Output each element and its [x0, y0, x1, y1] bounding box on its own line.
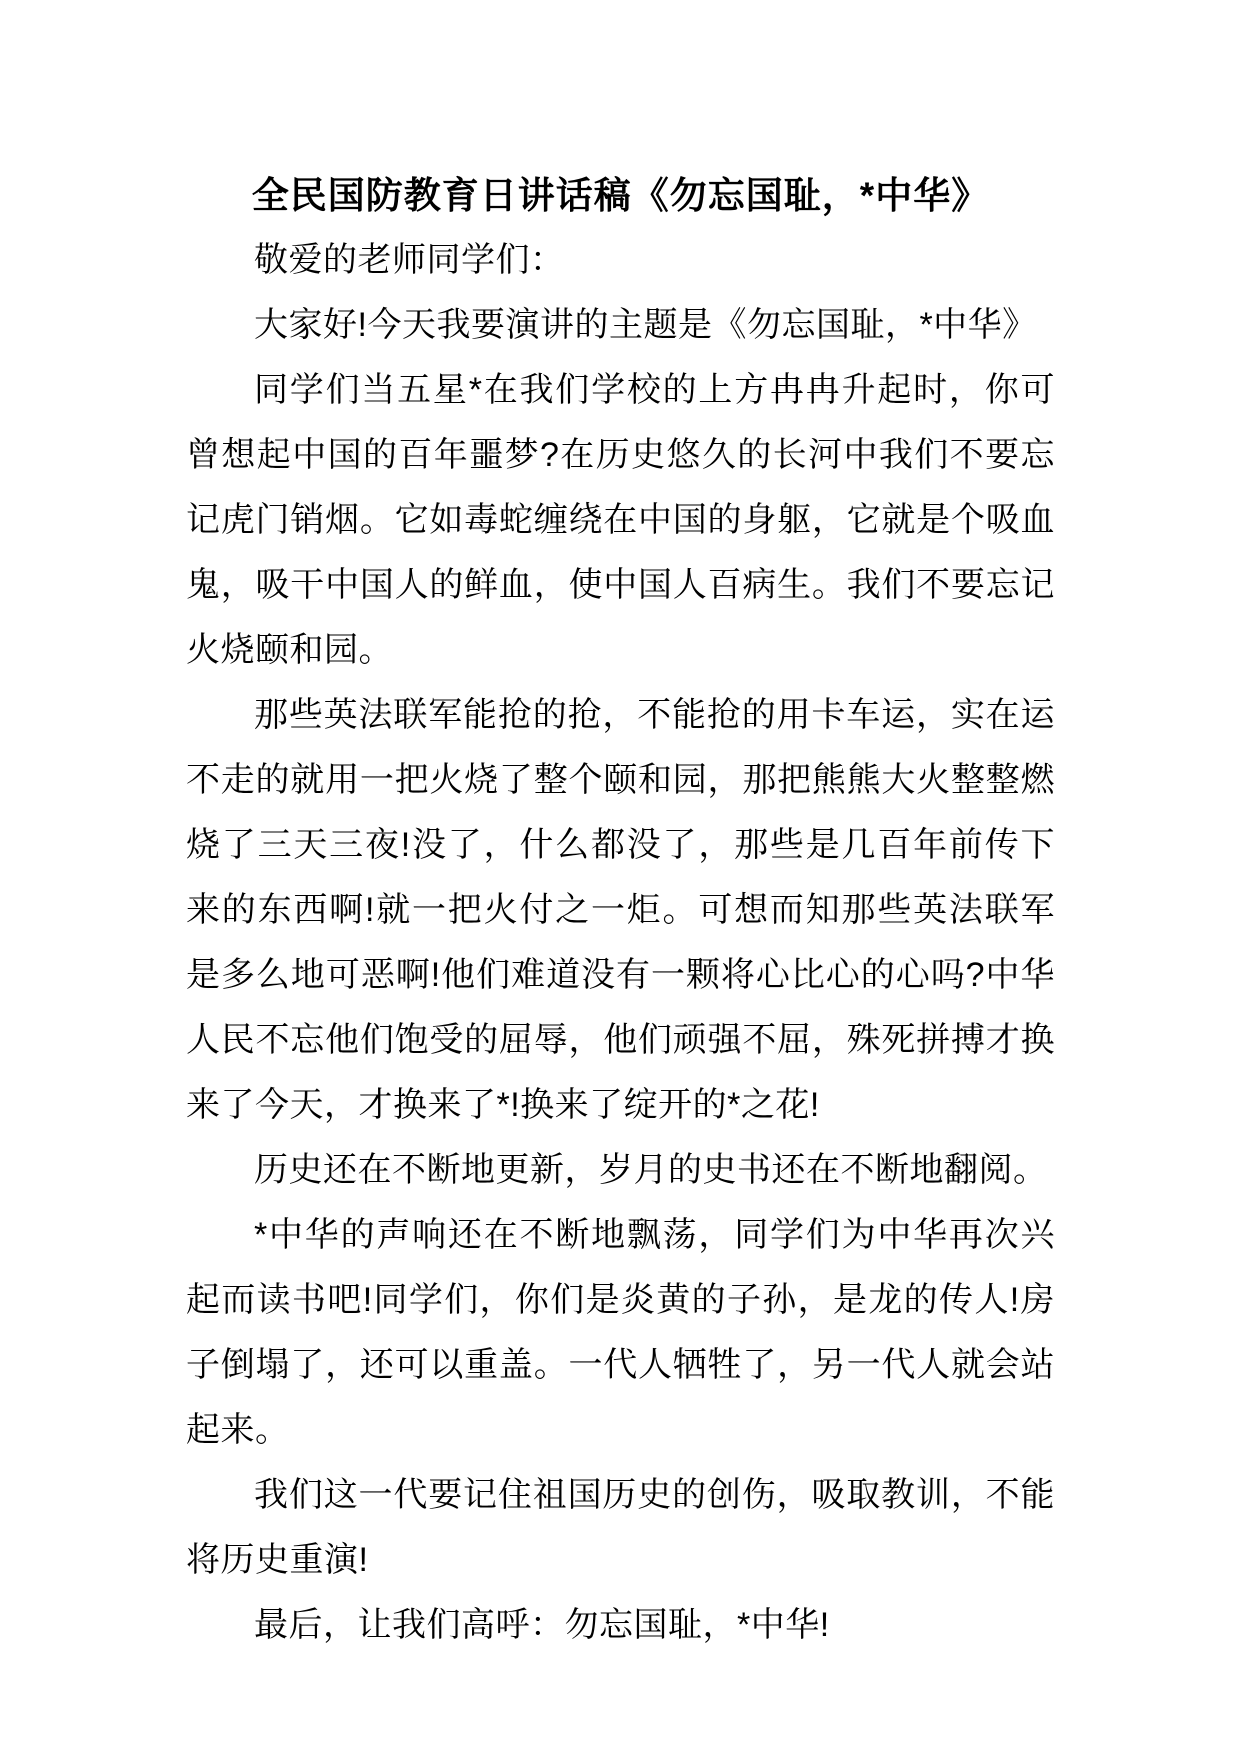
paragraph-body-4: *中华的声响还在不断地飘荡，同学们为中华再次兴起而读书吧!同学们，你们是炎黄的子孙，是龙的传人!房子倒塌了，还可以重盖。一代人牺牲了，另一代人就会站起来。: [186, 1216, 1055, 1449]
paragraph-body-5: 我们这一代要记住祖国历史的创伤，吸取教训，不能将历史重演!: [186, 1476, 1055, 1579]
paragraph-closing: 最后，让我们高呼：勿忘国耻，*中华!: [254, 1606, 830, 1644]
document-title: 全民国防教育日讲话稿《勿忘国耻，*中华》: [251, 175, 990, 216]
paragraph-salutation: 敬爱的老师同学们：: [254, 241, 565, 279]
paragraph-body-2: 那些英法联军能抢的抢，不能抢的用卡车运，实在运不走的就用一把火烧了整个颐和园，那把熊熊大火整整燃烧了三天三夜!没了，什么都没了，那些是几百年前传下来的东西啊!就一把火付之一炬。可想而知那些英法联军是多么地可恶啊!他们难道没有一颗将心比心的心吗?中华人民不忘他们饱受的屈辱，他们顽强不屈，殊死拼搏才换来了今天，才换来了*!换来了绽开的*之花!: [186, 696, 1055, 1124]
paragraph-body-1: 同学们当五星*在我们学校的上方冉冉升起时，你可曾想起中国的百年噩梦?在历史悠久的长河中我们不要忘记虎门销烟。它如毒蛇缠绕在中国的身躯，它就是个吸血鬼，吸干中国人的鲜血，使中国人百病生。我们不要忘记火烧颐和园。: [186, 371, 1055, 669]
paragraph-body-3: 历史还在不断地更新，岁月的史书还在不断地翻阅。: [254, 1151, 1048, 1189]
paragraph-greeting: 大家好!今天我要演讲的主题是《勿忘国耻，*中华》: [254, 306, 1037, 344]
